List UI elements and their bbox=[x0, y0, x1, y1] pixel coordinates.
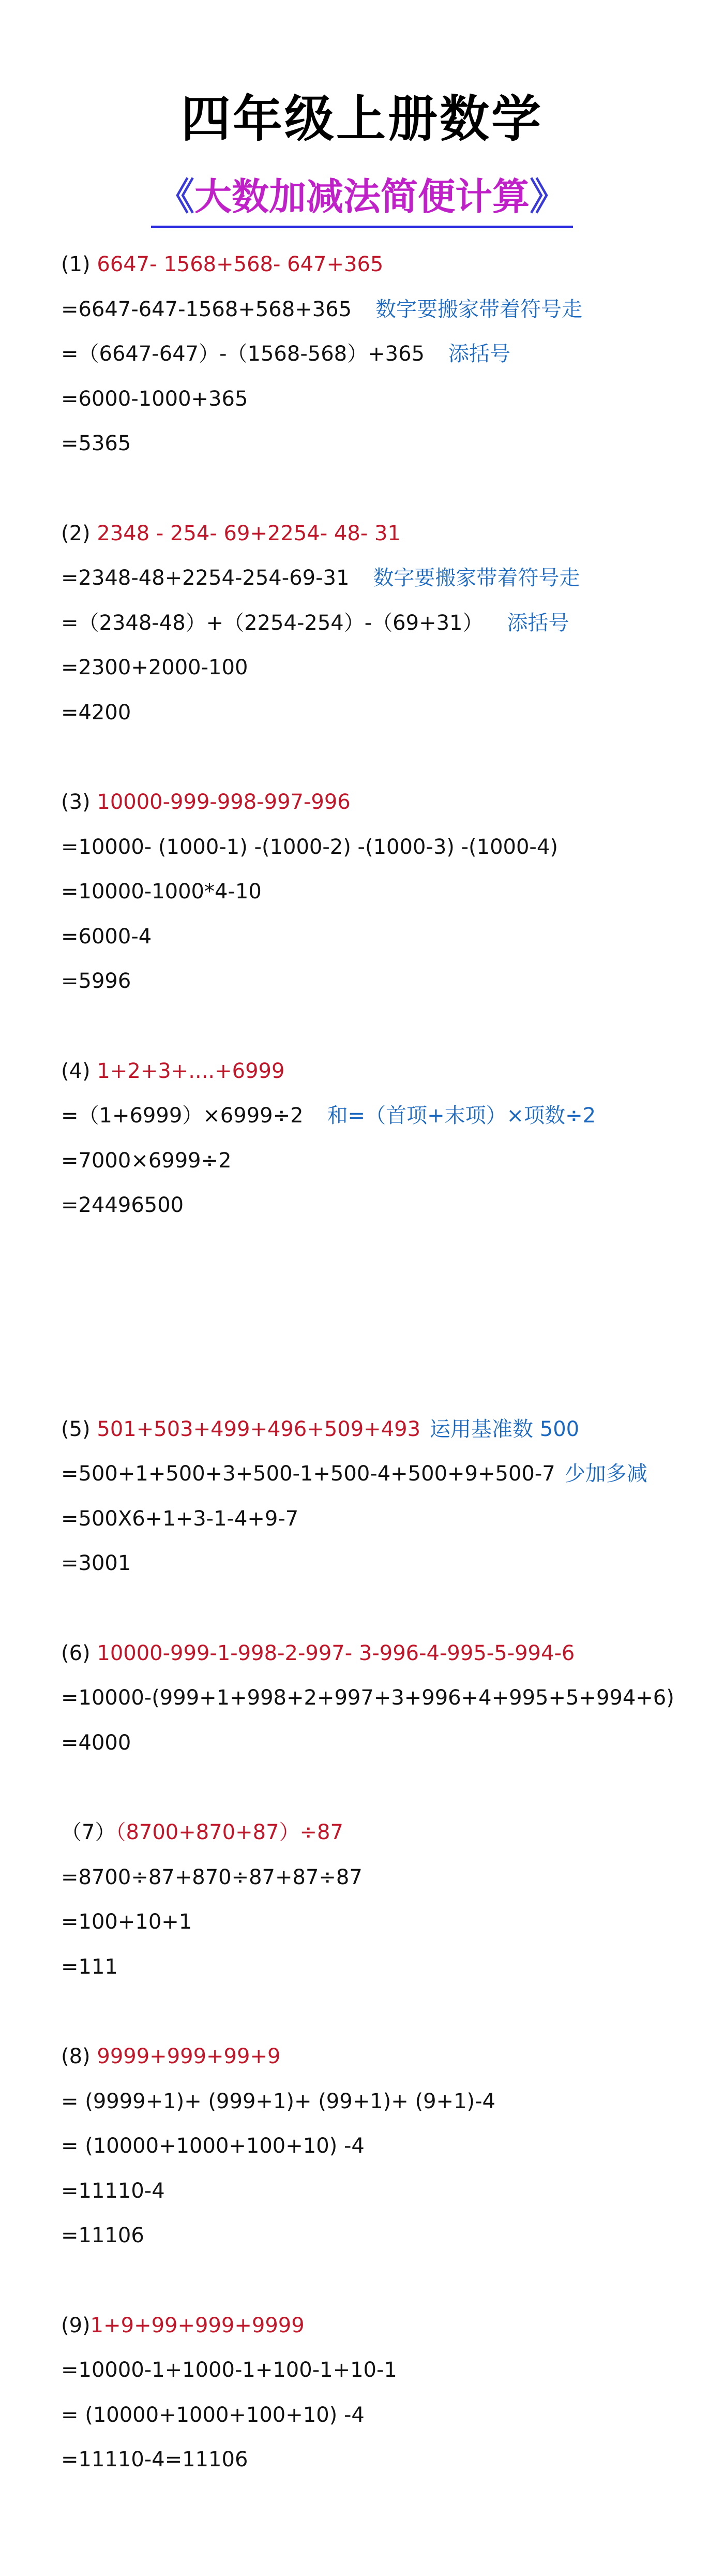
step-text: =（6647-647）-（1568-568）+365 bbox=[61, 342, 425, 366]
solution-step bbox=[61, 1676, 702, 1721]
subtitle-open-bracket: 《 bbox=[157, 175, 194, 218]
step-text: =4200 bbox=[61, 700, 131, 724]
solution-step bbox=[61, 601, 702, 646]
step-text: =2300+2000-100 bbox=[61, 656, 248, 679]
problem-question-line bbox=[61, 1407, 702, 1452]
spacer bbox=[61, 1004, 702, 1049]
solution-step bbox=[61, 2393, 702, 2438]
problem-9 bbox=[61, 2303, 702, 2482]
step-text: =5996 bbox=[61, 969, 131, 993]
problem-1 bbox=[61, 242, 702, 466]
step-text: =500X6+1+3-1-4+9-7 bbox=[61, 1506, 299, 1531]
subtitle bbox=[151, 171, 573, 228]
solution-step bbox=[61, 690, 702, 735]
solution-step bbox=[61, 2124, 702, 2169]
spacer bbox=[61, 466, 702, 511]
solution-step bbox=[61, 1541, 702, 1586]
step-note: 数字要搬家带着符号走 bbox=[375, 297, 583, 321]
problem-number: (5) bbox=[61, 1417, 97, 1441]
problem-question-line bbox=[61, 511, 702, 556]
solution-step bbox=[61, 332, 702, 377]
spacer bbox=[61, 735, 702, 780]
spacer bbox=[61, 1989, 702, 2034]
problem-question: （8700+870+87）÷87 bbox=[115, 1820, 343, 1844]
step-text: =111 bbox=[61, 1955, 118, 1979]
solution-step bbox=[61, 645, 702, 690]
problem-question: 6647- 1568+568- 647+365 bbox=[97, 253, 384, 276]
step-text: =（2348-48）+（2254-254）-（69+31） bbox=[61, 611, 484, 635]
step-text: =3001 bbox=[61, 1551, 131, 1575]
step-text: =6000-1000+365 bbox=[61, 387, 248, 411]
problem-3 bbox=[61, 780, 702, 1004]
solution-step bbox=[61, 869, 702, 914]
problem-number: (8) bbox=[61, 2045, 97, 2068]
solution-step bbox=[61, 914, 702, 959]
problem-number: (4) bbox=[61, 1059, 97, 1083]
problem-6 bbox=[61, 1631, 702, 1766]
spacer bbox=[61, 1586, 702, 1631]
solution-step bbox=[61, 959, 702, 1004]
problem-number: (2) bbox=[61, 521, 97, 545]
problem-number: (9) bbox=[61, 2313, 90, 2337]
solution-step bbox=[61, 1900, 702, 1945]
step-text: =5365 bbox=[61, 432, 131, 455]
problem-8 bbox=[61, 2034, 702, 2258]
problem-4 bbox=[61, 1049, 702, 1228]
problem-number: (1) bbox=[61, 253, 97, 276]
problem-2 bbox=[61, 511, 702, 735]
problem-question-line bbox=[61, 2303, 702, 2348]
spacer bbox=[61, 2258, 702, 2303]
solution-step bbox=[61, 1497, 702, 1542]
problem-question: 1+2+3+....+6999 bbox=[97, 1059, 285, 1083]
problem-question-line bbox=[61, 2034, 702, 2079]
solution-step bbox=[61, 2079, 702, 2124]
step-text: =6000-4 bbox=[61, 924, 152, 949]
spacer bbox=[61, 1765, 702, 1810]
subtitle-container bbox=[0, 171, 724, 228]
problem-number: (6) bbox=[61, 1641, 97, 1665]
step-text: =10000-(999+1+998+2+997+3+996+4+995+5+994+6) bbox=[61, 1686, 674, 1710]
problem-question: 2348 - 254- 69+2254- 48- 31 bbox=[97, 521, 401, 545]
problem-question: 10000-999-998-997-996 bbox=[97, 790, 351, 814]
problem-list bbox=[61, 242, 702, 2482]
solution-step bbox=[61, 1452, 702, 1497]
solution-step bbox=[61, 287, 702, 332]
solution-step bbox=[61, 1183, 702, 1228]
solution-step bbox=[61, 2169, 702, 2214]
step-note: 和=（首项+末项）×项数÷2 bbox=[327, 1104, 596, 1128]
step-text: =500+1+500+3+500-1+500-4+500+9+500-7 bbox=[61, 1462, 555, 1486]
step-text: =11106 bbox=[61, 2224, 144, 2247]
step-text: = (10000+1000+100+10) -4 bbox=[61, 2403, 365, 2427]
step-text: =（1+6999）×6999÷2 bbox=[61, 1104, 304, 1128]
problem-number: （7） bbox=[61, 1820, 116, 1844]
step-text: =4000 bbox=[61, 1730, 131, 1755]
step-text: = (9999+1)+ (999+1)+ (99+1)+ (9+1)-4 bbox=[61, 2089, 495, 2113]
problem-question-line bbox=[61, 1810, 702, 1855]
solution-step bbox=[61, 1945, 702, 1990]
step-note: 少加多减 bbox=[564, 1462, 647, 1486]
solution-step bbox=[61, 421, 702, 466]
solution-step bbox=[61, 1855, 702, 1900]
subtitle-close-bracket: 》 bbox=[530, 175, 567, 218]
problem-7 bbox=[61, 1810, 702, 1989]
solution-step bbox=[61, 556, 702, 601]
solution-step bbox=[61, 2213, 702, 2258]
question-note: 运用基准数 500 bbox=[430, 1417, 580, 1441]
solution-step bbox=[61, 825, 702, 870]
problem-5 bbox=[61, 1407, 702, 1586]
step-text: =10000-1000*4-10 bbox=[61, 880, 262, 904]
solution-step bbox=[61, 2348, 702, 2393]
solution-step bbox=[61, 1721, 702, 1766]
step-text: =8700÷87+870÷87+87÷87 bbox=[61, 1865, 363, 1889]
step-text: =11110-4=11106 bbox=[61, 2448, 248, 2471]
step-text: =10000-1+1000-1+100-1+10-1 bbox=[61, 2358, 397, 2382]
problem-question-line bbox=[61, 780, 702, 825]
step-note: 添括号 bbox=[507, 611, 569, 635]
solution-step bbox=[61, 1093, 702, 1138]
subtitle-text: 大数加减法简便计算 bbox=[194, 175, 530, 218]
problem-question: 10000-999-1-998-2-997- 3-996-4-995-5-994-6 bbox=[97, 1641, 575, 1665]
step-text: =2348-48+2254-254-69-31 bbox=[61, 566, 350, 590]
step-text: =10000- (1000-1) -(1000-2) -(1000-3) -(1000-4) bbox=[61, 835, 558, 859]
solution-step bbox=[61, 1138, 702, 1183]
step-text: =24496500 bbox=[61, 1193, 184, 1217]
step-text: =100+10+1 bbox=[61, 1910, 192, 1934]
spacer bbox=[61, 1228, 702, 1407]
problem-question: 501+503+499+496+509+493 bbox=[97, 1417, 421, 1441]
step-note: 数字要搬家带着符号走 bbox=[373, 566, 580, 590]
solution-step bbox=[61, 2437, 702, 2482]
problem-question: 1+9+99+999+9999 bbox=[90, 2313, 305, 2337]
step-text: = (10000+1000+100+10) -4 bbox=[61, 2134, 365, 2158]
step-note: 添括号 bbox=[448, 342, 510, 366]
step-text: =7000×6999÷2 bbox=[61, 1148, 232, 1173]
page-title: 四年级上册数学 bbox=[181, 90, 543, 148]
step-text: =11110-4 bbox=[61, 2179, 165, 2203]
problem-question-line bbox=[61, 1631, 702, 1676]
step-text: =6647-647-1568+568+365 bbox=[61, 297, 352, 321]
solution-step bbox=[61, 377, 702, 422]
problem-question-line bbox=[61, 242, 702, 287]
problem-question-line bbox=[61, 1049, 702, 1094]
problem-number: (3) bbox=[61, 790, 97, 814]
problem-question: 9999+999+99+9 bbox=[97, 2045, 281, 2068]
